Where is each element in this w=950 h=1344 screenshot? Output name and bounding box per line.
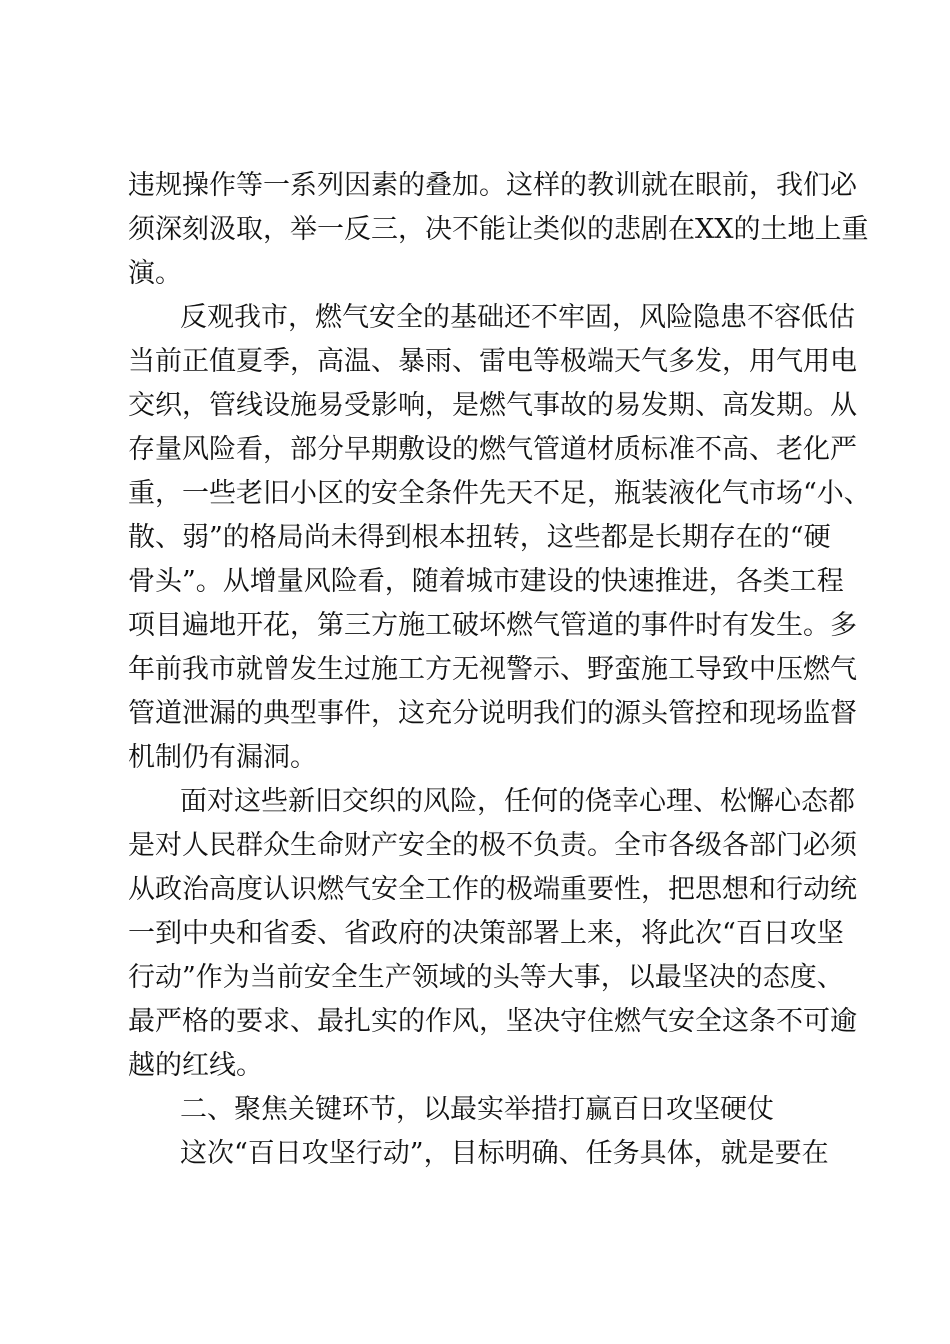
body-text-line: 一到中央和省委、省政府的决策部署上来，将此次“百日攻坚 bbox=[128, 918, 844, 949]
body-text-line: 这次“百日攻坚行动”，目标明确、任务具体，就是要在 bbox=[180, 1138, 829, 1169]
body-text-line: 年前我市就曾发生过施工方无视警示、野蛮施工导致中压燃气 bbox=[128, 654, 857, 685]
body-text-line: 面对这些新旧交织的风险，任何的侥幸心理、松懈心态都 bbox=[180, 786, 855, 817]
body-text-line: 重，一些老旧小区的安全条件先天不足，瓶装液化气市场“小、 bbox=[128, 478, 871, 509]
body-text-line: 演。 bbox=[128, 258, 182, 289]
body-text-line: 散、弱”的格局尚未得到根本扭转，这些都是长期存在的“硬 bbox=[128, 522, 831, 553]
body-text-line: 项目遍地开花，第三方施工破坏燃气管道的事件时有发生。多 bbox=[128, 610, 857, 641]
body-text-line: 反观我市，燃气安全的基础还不牢固，风险隐患不容低估 bbox=[180, 302, 855, 333]
body-text-line: 存量风险看，部分早期敷设的燃气管道材质标准不高、老化严 bbox=[128, 434, 857, 465]
body-text-line: 骨头”。从增量风险看，随着城市建设的快速推进，各类工程 bbox=[128, 566, 844, 597]
body-text-line: 违规操作等一系列因素的叠加。这样的教训就在眼前，我们必 bbox=[128, 170, 857, 201]
body-text-line: 从政治高度认识燃气安全工作的极端重要性，把思想和行动统 bbox=[128, 874, 857, 905]
body-text-line: 须深刻汲取，举一反三，决不能让类似的悲剧在XX的土地上重 bbox=[128, 214, 869, 245]
body-text-line: 越的红线。 bbox=[128, 1050, 263, 1081]
body-text-line: 是对人民群众生命财产安全的极不负责。全市各级各部门必须 bbox=[128, 830, 857, 861]
body-text-line: 当前正值夏季，高温、暴雨、雷电等极端天气多发，用气用电 bbox=[128, 346, 857, 377]
body-text-line: 管道泄漏的典型事件，这充分说明我们的源头管控和现场监督 bbox=[128, 698, 857, 729]
body-text-line: 交织，管线设施易受影响，是燃气事故的易发期、高发期。从 bbox=[128, 390, 857, 421]
body-text-line: 最严格的要求、最扎实的作风，坚决守住燃气安全这条不可逾 bbox=[128, 1006, 857, 1037]
body-text-line: 机制仍有漏洞。 bbox=[128, 742, 317, 773]
section-heading: 二、聚焦关键环节，以最实举措打赢百日攻坚硬仗 bbox=[180, 1094, 774, 1125]
body-text-line: 行动”作为当前安全生产领域的头等大事，以最坚决的态度、 bbox=[128, 962, 844, 993]
